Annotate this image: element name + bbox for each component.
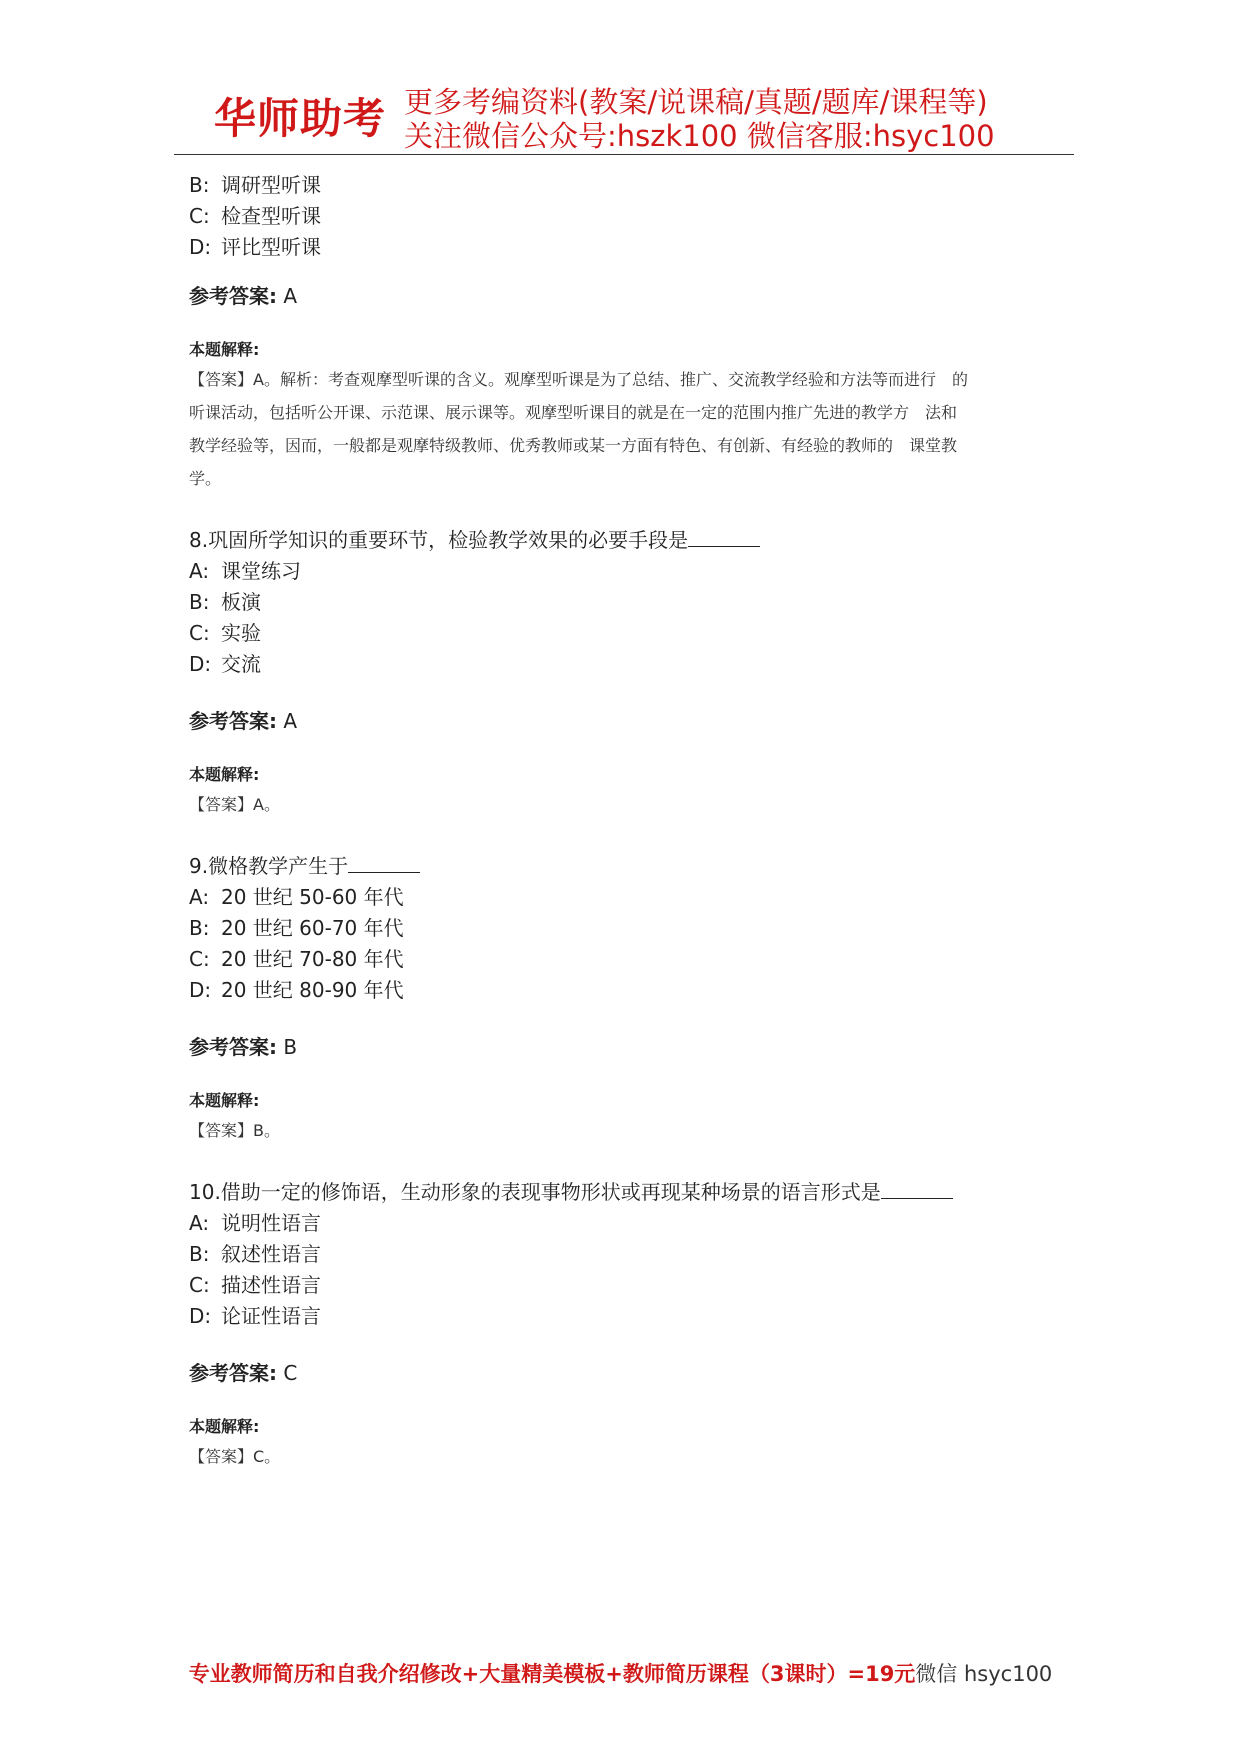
explanation-text: 【答案】A。	[189, 795, 280, 814]
header-promo-line: 更多考编资料(教案/说课稿/真题/题库/课程等)	[404, 85, 988, 119]
explanation-heading: 本题解释:	[189, 1417, 260, 1436]
footer-promo: 专业教师简历和自我介绍修改+大量精美模板+教师简历课程（3课时）=19元	[188, 1662, 916, 1686]
option-c: C: 实验	[189, 621, 261, 645]
option-b: B: 叙述性语言	[189, 1242, 321, 1266]
option-b: B: 20 世纪 60-70 年代	[189, 916, 404, 940]
answer-blank	[348, 854, 420, 873]
answer-line: 参考答案: B	[189, 1035, 298, 1059]
option-d: D: 论证性语言	[189, 1304, 321, 1328]
option-d: D: 交流	[189, 652, 261, 676]
explanation-text: 【答案】A。解析：考查观摩型听课的含义。观摩型听课是为了总结、推广、交流教学经验和方法等而进行 的 听课活动，包括听公开课、示范课、展示课等。观摩型听课目的就是在一定的范围内推广先进的教学方 法和 教学经验等，因而，一般都是观摩特级教师、优秀教师或某一方面有特色、有创新、有经验的教师的 课堂教 学。	[189, 370, 968, 488]
explanation-heading: 本题解释:	[189, 340, 260, 359]
page-header	[174, 78, 1074, 153]
explanation-heading: 本题解释:	[189, 1091, 260, 1110]
document-body	[189, 170, 1069, 1473]
answer-line: 参考答案: A	[189, 709, 298, 733]
question-7-options	[189, 170, 1069, 263]
answer-line: 参考答案: A	[189, 284, 298, 308]
option-a: A: 说明性语言	[189, 1211, 321, 1235]
explanation-heading: 本题解释:	[189, 765, 260, 784]
page-footer	[0, 1658, 1241, 1688]
question-10-title: 10.借助一定的修饰语，生动形象的表现事物形状或再现某种场景的语言形式是	[189, 1177, 1069, 1208]
answer-blank	[688, 528, 760, 547]
question-8-title: 8.巩固所学知识的重要环节，检验教学效果的必要手段是	[189, 525, 1069, 556]
explanation-text: 【答案】C。	[189, 1447, 281, 1466]
option-c: C: 检查型听课	[189, 204, 321, 228]
header-contact-line: 关注微信公众号:hszk100 微信客服:hsyc100	[404, 119, 995, 153]
footer-wechat: 微信 hsyc100	[915, 1662, 1053, 1686]
question-9-title: 9.微格教学产生于	[189, 851, 1069, 882]
brand-logo: 华师助考	[214, 94, 387, 143]
option-a: A: 20 世纪 50-60 年代	[189, 885, 404, 909]
option-b: B: 板演	[189, 590, 261, 614]
option-d: D: 20 世纪 80-90 年代	[189, 978, 404, 1002]
answer-blank	[881, 1180, 953, 1199]
option-c: C: 20 世纪 70-80 年代	[189, 947, 404, 971]
header-divider	[174, 154, 1074, 155]
answer-line: 参考答案: C	[189, 1361, 298, 1385]
option-d: D: 评比型听课	[189, 235, 321, 259]
option-a: A: 课堂练习	[189, 559, 301, 583]
option-c: C: 描述性语言	[189, 1273, 321, 1297]
option-b: B: 调研型听课	[189, 173, 321, 197]
explanation-text: 【答案】B。	[189, 1121, 280, 1140]
